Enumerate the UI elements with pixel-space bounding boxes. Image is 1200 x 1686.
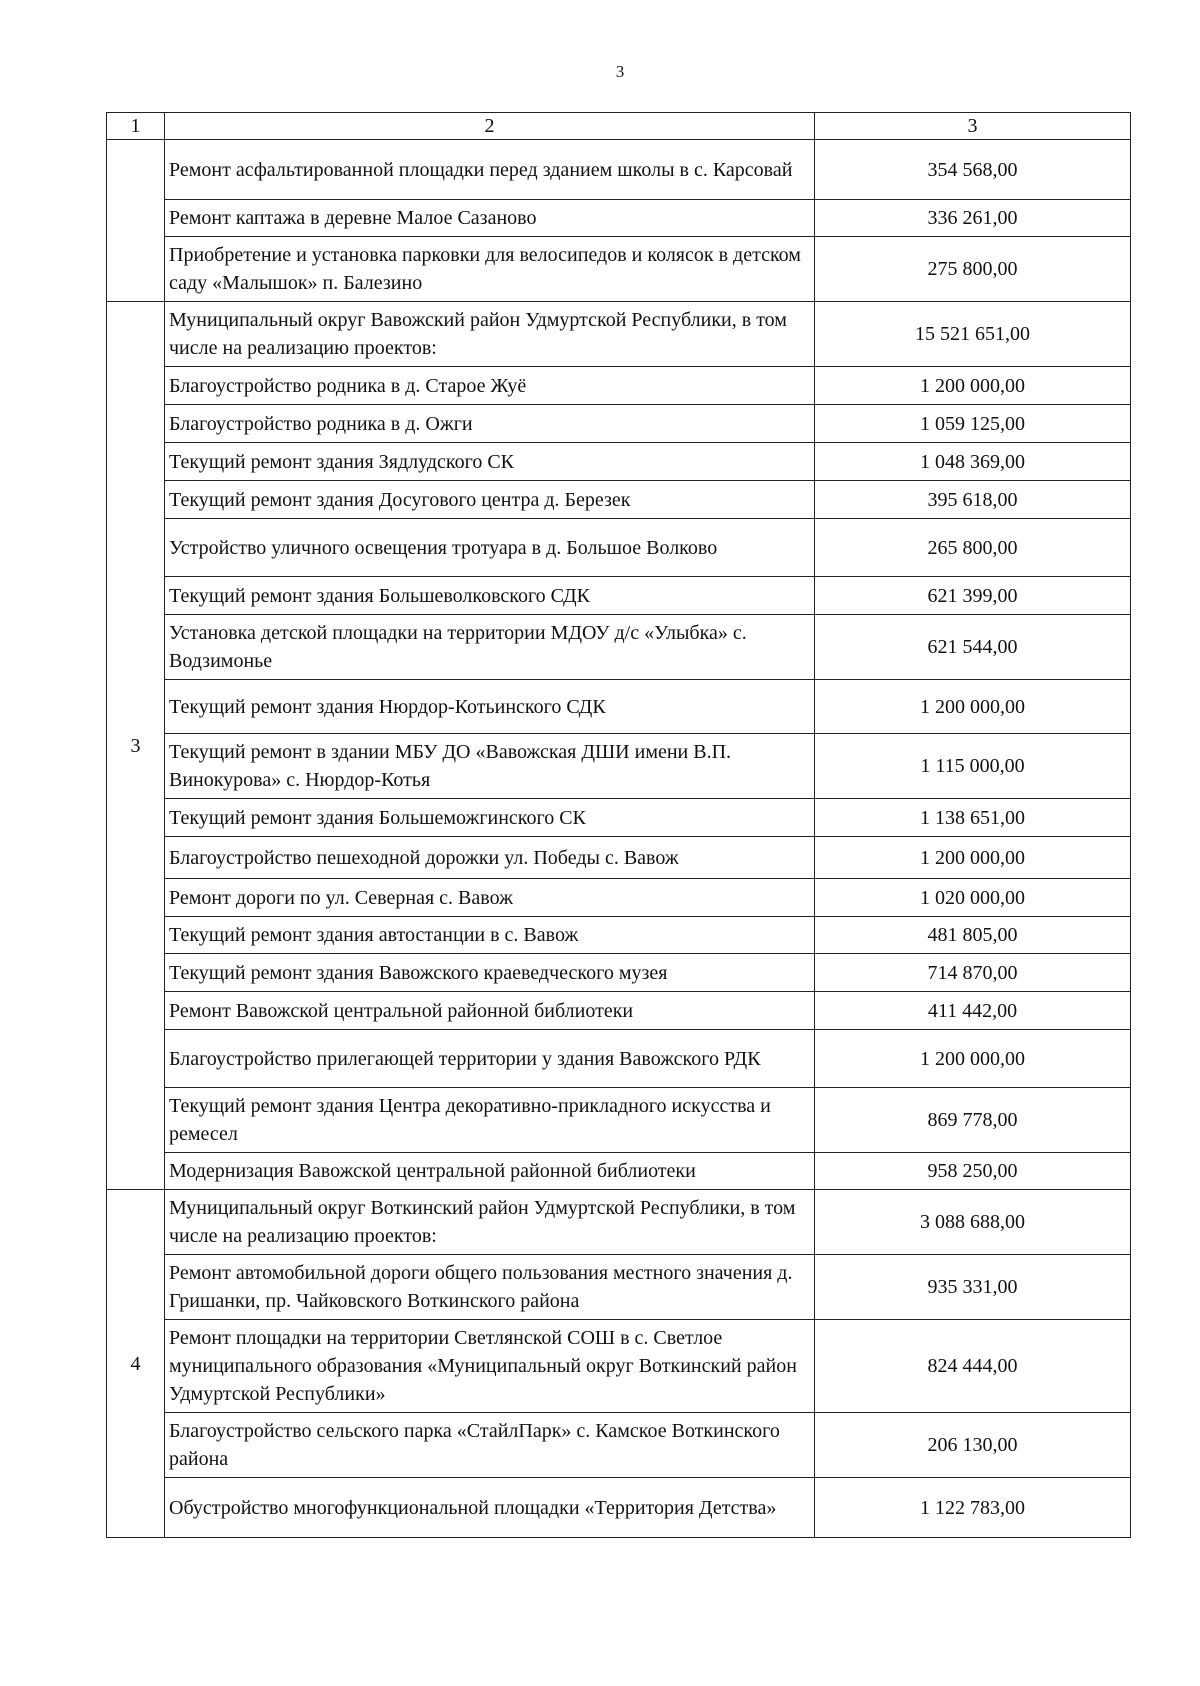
table-row <box>107 140 1131 200</box>
project-amount: 714 870,00 <box>815 954 1131 992</box>
project-amount: 1 020 000,00 <box>815 879 1131 917</box>
project-amount: 206 130,00 <box>815 1413 1131 1478</box>
table-row <box>107 1413 1131 1478</box>
group-number: 4 <box>107 1190 165 1538</box>
project-name: Устройство уличного освещения тротуара в д. Большое Волково <box>165 519 815 577</box>
table-row <box>107 367 1131 405</box>
table-row <box>107 1088 1131 1153</box>
table-row <box>107 577 1131 615</box>
project-amount: 481 805,00 <box>815 917 1131 954</box>
table-row <box>107 405 1131 443</box>
page-number: 3 <box>615 62 625 81</box>
table-row <box>107 302 1131 367</box>
project-amount: 3 088 688,00 <box>815 1190 1131 1255</box>
project-name: Ремонт каптажа в деревне Малое Сазаново <box>165 200 815 237</box>
header-col-3: 3 <box>815 113 1131 140</box>
table-row <box>107 615 1131 680</box>
project-amount: 621 399,00 <box>815 577 1131 615</box>
project-name: Ремонт автомобильной дороги общего пользования местного значения д. Гришанки, пр. Чайковского Воткинского района <box>165 1255 815 1320</box>
table-row <box>107 917 1131 954</box>
project-name: Благоустройство прилегающей территории у здания Вавожского РДК <box>165 1030 815 1088</box>
project-name: Модернизация Вавожской центральной районной библиотеки <box>165 1153 815 1190</box>
project-amount: 1 200 000,00 <box>815 1030 1131 1088</box>
project-name: Ремонт площадки на территории Светлянской СОШ в с. Светлое муниципального образования «Муниципальный округ Воткинский район Удмуртской Республики» <box>165 1320 815 1413</box>
project-amount: 395 618,00 <box>815 481 1131 519</box>
project-name: Текущий ремонт здания Вавожского краеведческого музея <box>165 954 815 992</box>
table-row <box>107 954 1131 992</box>
project-amount: 1 115 000,00 <box>815 734 1131 799</box>
table-row <box>107 443 1131 481</box>
project-amount: 275 800,00 <box>815 237 1131 302</box>
project-amount: 621 544,00 <box>815 615 1131 680</box>
project-amount: 265 800,00 <box>815 519 1131 577</box>
project-name: Текущий ремонт здания Центра декоративно-прикладного искусства и ремесел <box>165 1088 815 1153</box>
project-name: Текущий ремонт здания Нюрдор-Котьинского СДК <box>165 680 815 734</box>
project-name: Установка детской площадки на территории МДОУ д/с «Улыбка» с. Водзимонье <box>165 615 815 680</box>
project-amount: 354 568,00 <box>815 140 1131 200</box>
table-row <box>107 481 1131 519</box>
table-row <box>107 200 1131 237</box>
project-amount: 869 778,00 <box>815 1088 1131 1153</box>
project-name: Текущий ремонт в здании МБУ ДО «Вавожская ДШИ имени В.П. Винокурова» с. Нюрдор-Котья <box>165 734 815 799</box>
project-name: Текущий ремонт здания Досугового центра д. Березек <box>165 481 815 519</box>
table-row <box>107 734 1131 799</box>
project-name: Текущий ремонт здания Большеволковского СДК <box>165 577 815 615</box>
project-name: Текущий ремонт здания Большеможгинского СК <box>165 799 815 837</box>
table-row <box>107 1478 1131 1538</box>
project-name: Муниципальный округ Воткинский район Удмуртской Республики, в том числе на реализацию проектов: <box>165 1190 815 1255</box>
table-row <box>107 879 1131 917</box>
project-name: Муниципальный округ Вавожский район Удмуртской Республики, в том числе на реализацию проектов: <box>165 302 815 367</box>
header-col-1: 1 <box>107 113 165 140</box>
table-row <box>107 837 1131 879</box>
table-row <box>107 1190 1131 1255</box>
table-header-row <box>107 113 1131 140</box>
header-col-2: 2 <box>165 113 815 140</box>
project-name: Текущий ремонт здания Зядлудского СК <box>165 443 815 481</box>
project-name: Текущий ремонт здания автостанции в с. Вавож <box>165 917 815 954</box>
group-number: 3 <box>107 302 165 1190</box>
project-amount: 1 200 000,00 <box>815 837 1131 879</box>
project-name: Ремонт дороги по ул. Северная с. Вавож <box>165 879 815 917</box>
project-amount: 1 122 783,00 <box>815 1478 1131 1538</box>
group-number <box>107 140 165 302</box>
table-row <box>107 237 1131 302</box>
table-row <box>107 519 1131 577</box>
table-row <box>107 1320 1131 1413</box>
project-amount: 935 331,00 <box>815 1255 1131 1320</box>
project-amount: 958 250,00 <box>815 1153 1131 1190</box>
funding-table <box>106 112 1131 1538</box>
table-row <box>107 992 1131 1030</box>
project-amount: 411 442,00 <box>815 992 1131 1030</box>
project-name: Приобретение и установка парковки для велосипедов и колясок в детском саду «Малышок» п. Балезино <box>165 237 815 302</box>
project-amount: 1 059 125,00 <box>815 405 1131 443</box>
project-name: Благоустройство пешеходной дорожки ул. Победы с. Вавож <box>165 837 815 879</box>
table-row <box>107 1030 1131 1088</box>
project-amount: 1 200 000,00 <box>815 680 1131 734</box>
project-amount: 1 048 369,00 <box>815 443 1131 481</box>
project-amount: 1 200 000,00 <box>815 367 1131 405</box>
project-name: Ремонт Вавожской центральной районной библиотеки <box>165 992 815 1030</box>
project-name: Благоустройство родника в д. Старое Жуё <box>165 367 815 405</box>
project-amount: 15 521 651,00 <box>815 302 1131 367</box>
project-name: Благоустройство сельского парка «СтайлПарк» с. Камское Воткинского района <box>165 1413 815 1478</box>
project-amount: 824 444,00 <box>815 1320 1131 1413</box>
table-row <box>107 680 1131 734</box>
project-amount: 336 261,00 <box>815 200 1131 237</box>
project-name: Ремонт асфальтированной площадки перед зданием школы в с. Карсовай <box>165 140 815 200</box>
table-row <box>107 1153 1131 1190</box>
project-name: Благоустройство родника в д. Ожги <box>165 405 815 443</box>
project-name: Обустройство многофункциональной площадки «Территория Детства» <box>165 1478 815 1538</box>
project-amount: 1 138 651,00 <box>815 799 1131 837</box>
table-row <box>107 1255 1131 1320</box>
table-row <box>107 799 1131 837</box>
